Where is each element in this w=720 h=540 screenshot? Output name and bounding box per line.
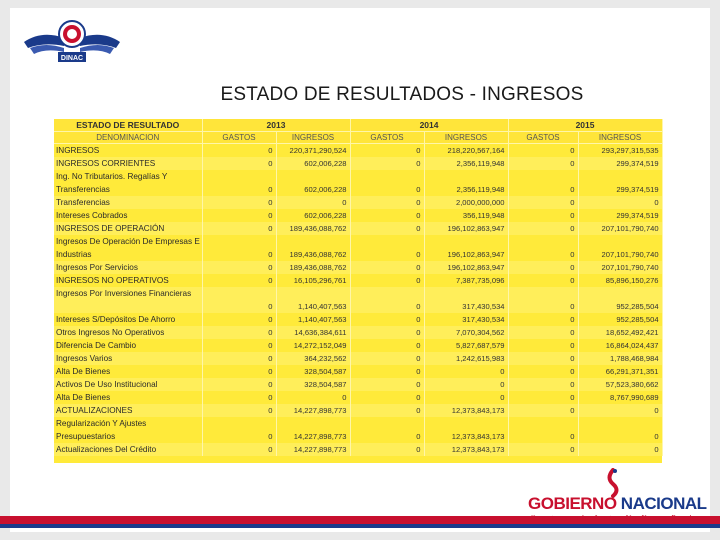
table-row	[54, 209, 662, 222]
table-row	[54, 157, 662, 170]
ingresos-cell: 299,374,519	[578, 170, 662, 196]
table-row	[54, 339, 662, 352]
gastos-cell: 0	[202, 144, 276, 158]
gastos-cell: 0	[508, 274, 578, 287]
gastos-cell: 0	[202, 287, 276, 313]
gastos-cell: 0	[508, 443, 578, 456]
income-statement-table	[54, 119, 662, 463]
ingresos-cell: 14,636,384,611	[276, 326, 350, 339]
ingresos-cell: 7,070,304,562	[424, 326, 508, 339]
logo-text: DINAC	[60, 55, 84, 62]
ingresos-cell: 2,356,119,948	[424, 157, 508, 170]
row-label: Transferencias	[54, 196, 202, 209]
table-row	[54, 287, 662, 313]
row-label: Ingresos Varios	[54, 352, 202, 365]
ingresos-cell: 1,140,407,563	[276, 287, 350, 313]
gastos-cell: 0	[508, 287, 578, 313]
gastos-cell: 0	[202, 326, 276, 339]
ingresos-cell: 299,374,519	[578, 209, 662, 222]
ingresos-cell: 0	[424, 365, 508, 378]
gobierno-nacional-logo	[528, 494, 708, 520]
gastos-cell: 0	[202, 378, 276, 391]
ingresos-cell: 220,371,290,524	[276, 144, 350, 158]
ingresos-cell: 7,387,735,096	[424, 274, 508, 287]
brand-tagline: Construyendo Juntos Un Nuevo Rumbo	[530, 513, 700, 522]
ingresos-cell: 12,373,843,173	[424, 417, 508, 443]
row-label: INGRESOS CORRIENTES	[54, 157, 202, 170]
ingresos-cell: 293,297,315,535	[578, 144, 662, 158]
gastos-cell: 0	[508, 339, 578, 352]
gastos-cell: 0	[508, 378, 578, 391]
gastos-cell: 0	[202, 274, 276, 287]
table-row	[54, 222, 662, 235]
ingresos-cell: 356,119,948	[424, 209, 508, 222]
year-2013-header: 2013	[202, 119, 350, 132]
gastos-cell: 0	[202, 261, 276, 274]
ingresos-cell: 218,220,567,164	[424, 144, 508, 158]
row-label: Alta De Bienes	[54, 365, 202, 378]
gastos-cell: 0	[508, 209, 578, 222]
table-body	[54, 144, 662, 457]
row-label: Activos De Uso Institucional	[54, 378, 202, 391]
ingresos-cell: 189,436,088,762	[276, 222, 350, 235]
ingresos-cell: 5,827,687,579	[424, 339, 508, 352]
table-row	[54, 326, 662, 339]
ingresos-cell: 16,864,024,437	[578, 339, 662, 352]
year-2015-header: 2015	[508, 119, 662, 132]
gastos-header: GASTOS	[350, 132, 424, 144]
gastos-cell: 0	[350, 209, 424, 222]
ingresos-cell: 189,436,088,762	[276, 261, 350, 274]
ingresos-header: INGRESOS	[578, 132, 662, 144]
dinac-logo	[22, 12, 122, 68]
gastos-cell: 0	[202, 404, 276, 417]
gastos-cell: 0	[508, 391, 578, 404]
gastos-cell: 0	[508, 404, 578, 417]
table-row	[54, 365, 662, 378]
ingresos-cell: 196,102,863,947	[424, 261, 508, 274]
gastos-cell: 0	[350, 417, 424, 443]
row-label: INGRESOS NO OPERATIVOS	[54, 274, 202, 287]
ingresos-cell: 16,105,296,761	[276, 274, 350, 287]
ingresos-cell: 1,242,615,983	[424, 352, 508, 365]
row-label: Ing. No Tributarios. Regalías Y Transferencias	[54, 170, 202, 196]
gastos-cell: 0	[202, 339, 276, 352]
year-2014-header: 2014	[350, 119, 508, 132]
ingresos-cell: 14,227,898,773	[276, 417, 350, 443]
gastos-cell: 0	[350, 222, 424, 235]
gastos-cell: 0	[350, 378, 424, 391]
ingresos-cell: 0	[578, 417, 662, 443]
gastos-cell: 0	[350, 443, 424, 456]
ingresos-cell: 14,227,898,773	[276, 443, 350, 456]
gastos-cell: 0	[350, 391, 424, 404]
gastos-cell: 0	[350, 365, 424, 378]
ingresos-cell: 328,504,587	[276, 378, 350, 391]
ingresos-cell: 364,232,562	[276, 352, 350, 365]
ingresos-cell: 207,101,790,740	[578, 261, 662, 274]
ingresos-cell: 207,101,790,740	[578, 235, 662, 261]
ingresos-cell: 12,373,843,173	[424, 404, 508, 417]
ingresos-cell: 207,101,790,740	[578, 222, 662, 235]
gastos-cell: 0	[202, 313, 276, 326]
ingresos-cell: 0	[578, 196, 662, 209]
gastos-cell: 0	[350, 157, 424, 170]
ingresos-header: INGRESOS	[424, 132, 508, 144]
gastos-cell: 0	[508, 313, 578, 326]
ingresos-cell: 1,788,468,984	[578, 352, 662, 365]
gastos-cell: 0	[508, 170, 578, 196]
gastos-cell: 0	[202, 365, 276, 378]
ingresos-cell: 0	[276, 196, 350, 209]
gastos-cell: 0	[508, 417, 578, 443]
row-label: Alta De Bienes	[54, 391, 202, 404]
ingresos-cell: 952,285,504	[578, 313, 662, 326]
ingresos-cell: 189,436,088,762	[276, 235, 350, 261]
ingresos-cell: 57,523,380,662	[578, 378, 662, 391]
gastos-cell: 0	[202, 391, 276, 404]
ingresos-cell: 66,291,371,351	[578, 365, 662, 378]
ingresos-cell: 0	[578, 404, 662, 417]
gastos-cell: 0	[202, 170, 276, 196]
ingresos-cell: 0	[578, 443, 662, 456]
gastos-cell: 0	[508, 326, 578, 339]
slide-title: ESTADO DE RESULTADOS - INGRESOS	[220, 84, 584, 105]
gastos-cell: 0	[350, 287, 424, 313]
slide	[10, 8, 710, 532]
ingresos-cell: 18,652,492,421	[578, 326, 662, 339]
gastos-cell: 0	[508, 222, 578, 235]
table-row	[54, 378, 662, 391]
row-label: Ingresos Por Inversiones Financieras	[54, 287, 202, 313]
table-row	[54, 274, 662, 287]
gastos-cell: 0	[202, 235, 276, 261]
gastos-cell: 0	[350, 274, 424, 287]
gastos-cell: 0	[202, 352, 276, 365]
table-row	[54, 352, 662, 365]
gastos-cell: 0	[350, 404, 424, 417]
gastos-cell: 0	[350, 196, 424, 209]
ingresos-cell: 328,504,587	[276, 365, 350, 378]
table-row	[54, 261, 662, 274]
gastos-cell: 0	[508, 144, 578, 158]
gastos-cell: 0	[202, 157, 276, 170]
ingresos-cell: 0	[424, 378, 508, 391]
table-row	[54, 196, 662, 209]
gastos-cell: 0	[202, 222, 276, 235]
ingresos-cell: 12,373,843,173	[424, 443, 508, 456]
gastos-cell: 0	[350, 144, 424, 158]
gastos-cell: 0	[350, 326, 424, 339]
ingresos-cell: 196,102,863,947	[424, 235, 508, 261]
brand-word-1: GOBIERNO	[528, 494, 617, 513]
ingresos-cell: 2,000,000,000	[424, 196, 508, 209]
gastos-cell: 0	[350, 235, 424, 261]
table-title: ESTADO DE RESULTADO	[54, 119, 202, 132]
row-label: ACTUALIZACIONES	[54, 404, 202, 417]
row-label: Diferencia De Cambio	[54, 339, 202, 352]
gastos-cell: 0	[202, 209, 276, 222]
gastos-cell: 0	[350, 339, 424, 352]
table-row	[54, 170, 662, 196]
ingresos-cell: 602,006,228	[276, 209, 350, 222]
table-row	[54, 235, 662, 261]
table-row	[54, 404, 662, 417]
ingresos-cell: 317,430,534	[424, 313, 508, 326]
ingresos-cell: 0	[424, 391, 508, 404]
row-label: Intereses Cobrados	[54, 209, 202, 222]
gastos-cell: 0	[202, 443, 276, 456]
ingresos-cell: 952,285,504	[578, 287, 662, 313]
table-row	[54, 417, 662, 443]
gastos-cell: 0	[202, 417, 276, 443]
ingresos-cell: 0	[276, 391, 350, 404]
gastos-header: GASTOS	[508, 132, 578, 144]
gastos-cell: 0	[350, 352, 424, 365]
brand-title	[528, 494, 707, 514]
row-label: Actualizaciones Del Crédito	[54, 443, 202, 456]
gastos-cell: 0	[508, 365, 578, 378]
ingresos-cell: 85,896,150,276	[578, 274, 662, 287]
gastos-cell: 0	[508, 196, 578, 209]
row-label: Regularización Y Ajustes Presupuestarios	[54, 417, 202, 443]
ingresos-cell: 602,006,228	[276, 170, 350, 196]
ingresos-cell: 299,374,519	[578, 157, 662, 170]
ingresos-header: INGRESOS	[276, 132, 350, 144]
gastos-cell: 0	[350, 170, 424, 196]
ingresos-cell: 14,272,152,049	[276, 339, 350, 352]
table-row	[54, 313, 662, 326]
row-label: INGRESOS	[54, 144, 202, 158]
row-label: INGRESOS DE OPERACIÓN	[54, 222, 202, 235]
gastos-cell: 0	[508, 235, 578, 261]
table-row	[54, 443, 662, 456]
ingresos-cell: 1,140,407,563	[276, 313, 350, 326]
row-label: Intereses S/Depósitos De Ahorro	[54, 313, 202, 326]
table-row	[54, 391, 662, 404]
ingresos-cell: 317,430,534	[424, 287, 508, 313]
row-label: Ingresos De Operación De Empresas E Industrias	[54, 235, 202, 261]
denominacion-header: DENOMINACION	[54, 132, 202, 144]
ingresos-cell: 2,356,119,948	[424, 170, 508, 196]
ingresos-cell: 196,102,863,947	[424, 222, 508, 235]
gastos-cell: 0	[202, 196, 276, 209]
gastos-cell: 0	[350, 261, 424, 274]
gastos-header: GASTOS	[202, 132, 276, 144]
gastos-cell: 0	[350, 313, 424, 326]
row-label: Otros Ingresos No Operativos	[54, 326, 202, 339]
ingresos-cell: 602,006,228	[276, 157, 350, 170]
ingresos-cell: 8,767,990,689	[578, 391, 662, 404]
table-row	[54, 144, 662, 158]
ingresos-cell: 14,227,898,773	[276, 404, 350, 417]
brand-word-2: NACIONAL	[620, 494, 707, 513]
footer-band-blue	[0, 524, 720, 528]
gastos-cell: 0	[508, 261, 578, 274]
gastos-cell: 0	[508, 352, 578, 365]
gastos-cell: 0	[508, 157, 578, 170]
row-label: Ingresos Por Servicios	[54, 261, 202, 274]
